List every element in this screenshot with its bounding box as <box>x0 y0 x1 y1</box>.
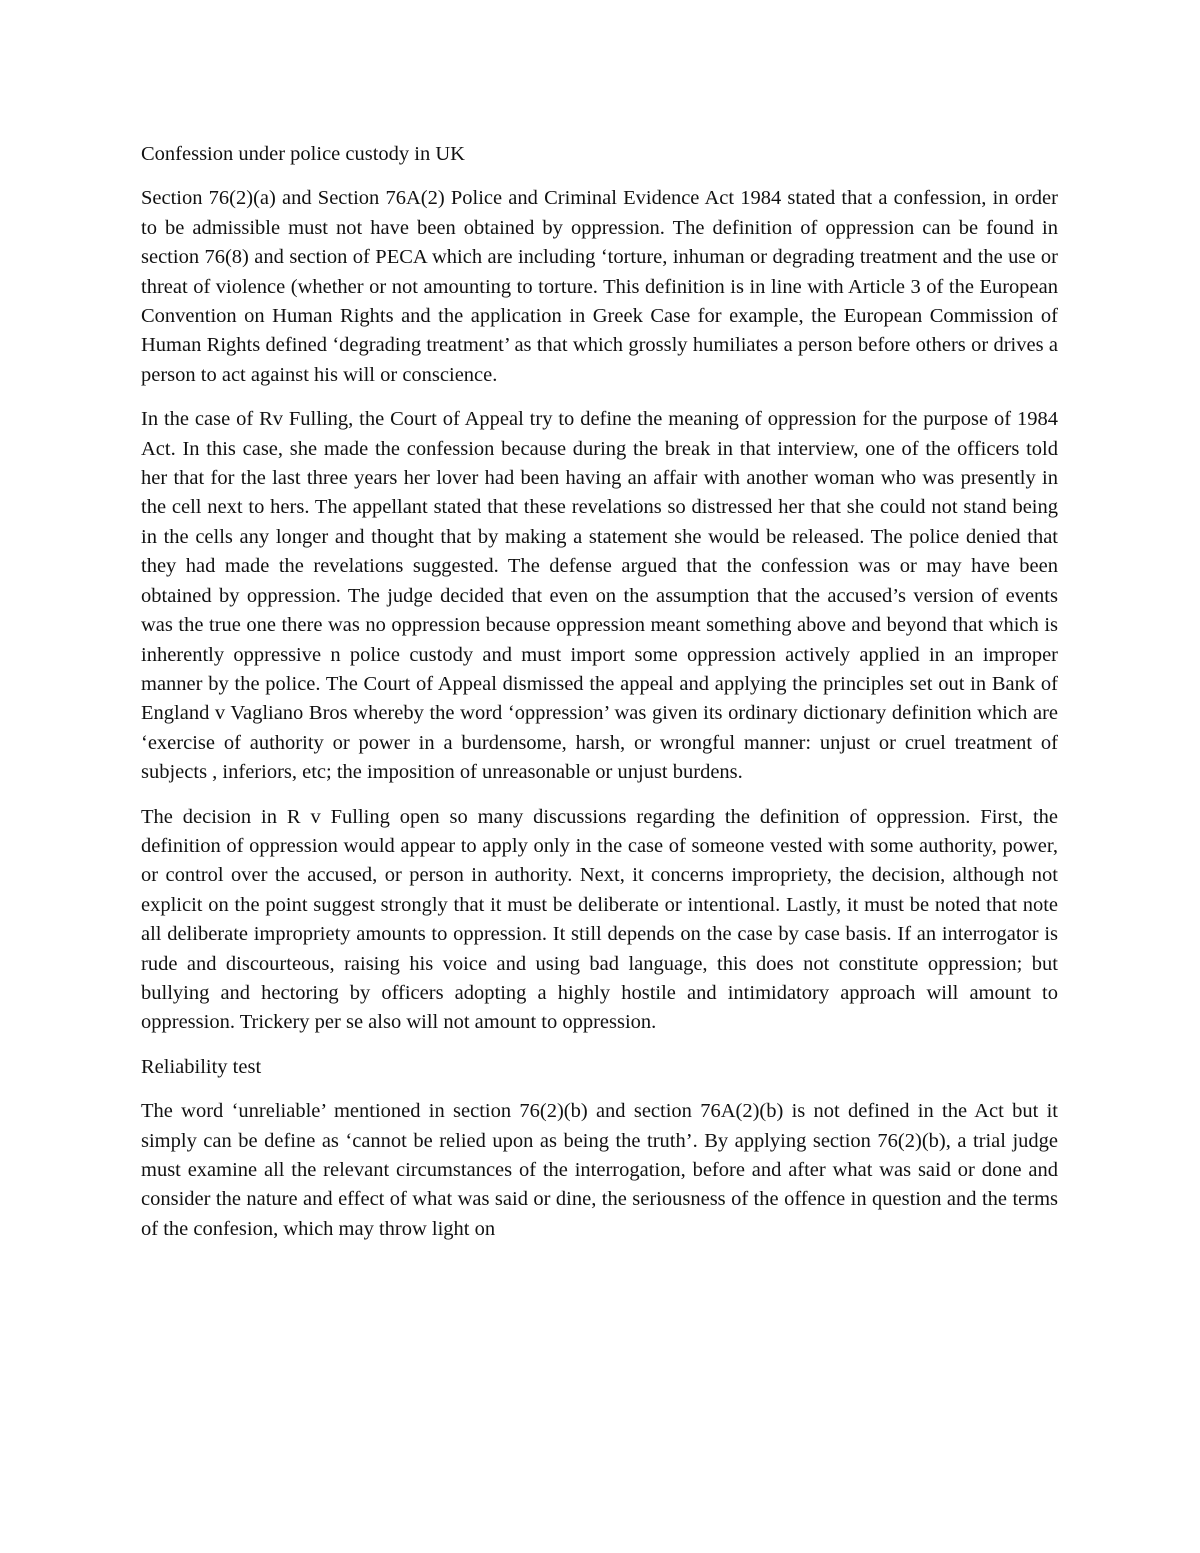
document-title: Confession under police custody in UK <box>141 143 465 165</box>
section-heading-reliability-test: Reliability test <box>141 1055 262 1078</box>
paragraph-unreliable-definition: The word ‘unreliable’ mentioned in section 76(2)(b) and section 76A(2)(b) is not defined in the Act but it simply can be define as ‘cannot be relied upon as being the truth’. By applying section 76(2)(b), a trial judge must examine all the relevant circumstances of the interrogation, before and after what was said or done and consider the nature and effect of what was said or dine, the seriousness of the offence in question and the terms of the confesion, which may throw light on <box>141 1100 1058 1240</box>
document-body <box>141 140 1058 1259</box>
paragraph-r-v-fulling: In the case of Rv Fulling, the Court of Appeal try to define the meaning of oppression for the purpose of 1984 Act. In this case, she made the confession because during the break in that interview, one of the officers told her that for the last three years her lover had been having an affair with another woman who was presently in the cell next to hers. The appellant stated that these revelations so distressed her that she could not stand being in the cells any longer and thought that by making a statement she would be released. The police denied that they had made the revelations suggested. The defense argued that the confession was or may have been obtained by oppression. The judge decided that even on the assumption that the accused’s version of events was the true one there was no oppression because oppression meant something above and beyond that which is inherently oppressive n police custody and must import some oppression actively applied in an improper manner by the police. The Court of Appeal dismissed the appeal and applying the principles set out in Bank of England v Vagliano Bros whereby the word ‘oppression’ was given its ordinary dictionary definition which are ‘exercise of authority or power in a burdensome, harsh, or wrongful manner: unjust or cruel treatment of subjects , inferiors, etc; the imposition of unreasonable or unjust burdens. <box>141 408 1058 784</box>
paragraph-oppression-definition: Section 76(2)(a) and Section 76A(2) Police and Criminal Evidence Act 1984 stated that a confession, in order to be admissible must not have been obtained by oppression. The definition of oppression can be found in section 76(8) and section of PECA which are including ‘torture, inhuman or degrading treatment and the use or threat of violence (whether or not amounting to torture. This definition is in line with Article 3 of the European Convention on Human Rights and the application in Greek Case for example, the European Commission of Human Rights defined ‘degrading treatment’ as that which grossly humiliates a person before others or drives a person to act against his will or conscience. <box>141 187 1058 386</box>
paragraph-fulling-discussion: The decision in R v Fulling open so many discussions regarding the definition of oppression. First, the definition of oppression would appear to apply only in the case of someone vested with some authority, power, or control over the accused, or person in authority. Next, it concerns impropriety, the decision, although not explicit on the point suggest strongly that it must be deliberate or intentional. Lastly, it must be noted that note all deliberate impropriety amounts to oppression. It still depends on the case by case basis. If an interrogator is rude and discourteous, raising his voice and using bad language, this does not constitute oppression; but bullying and hectoring by officers adopting a highly hostile and intimidatory approach will amount to oppression. Trickery per se also will not amount to oppression. <box>141 805 1058 1034</box>
